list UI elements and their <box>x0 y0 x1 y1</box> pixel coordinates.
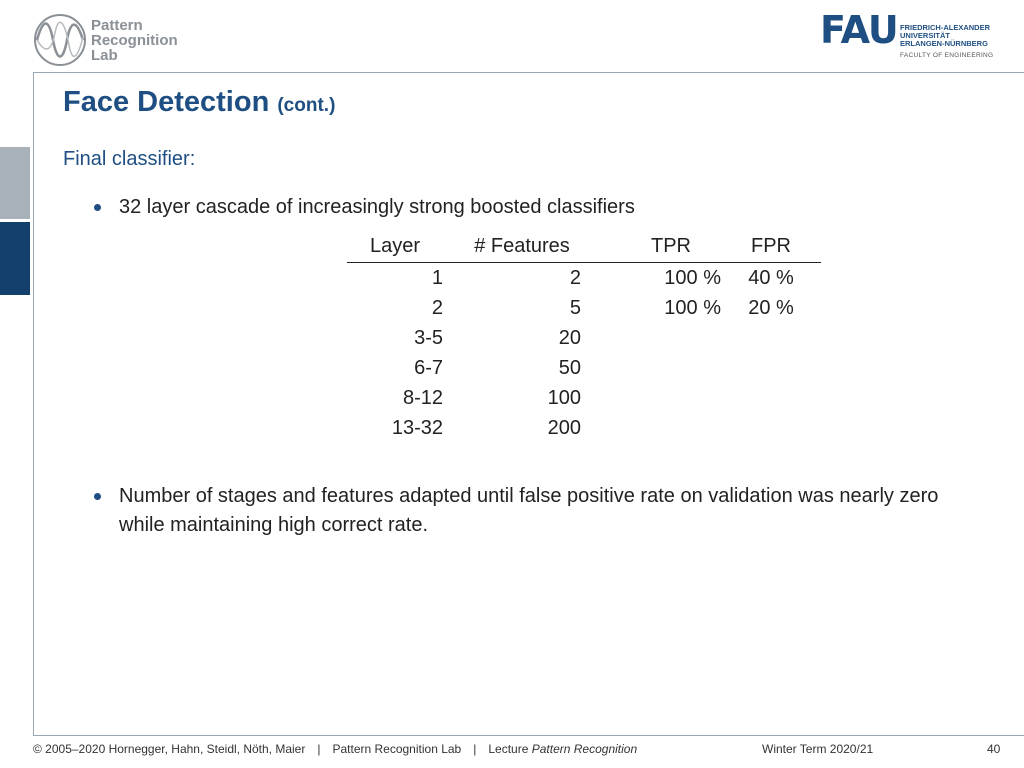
table-header-row <box>347 233 821 263</box>
table-cell: 20 % <box>748 297 794 319</box>
table-cell: 100 % <box>664 267 721 289</box>
table-cell: 5 <box>569 297 581 319</box>
table-cell: 3-5 <box>414 327 443 349</box>
column-header: Layer <box>347 233 463 263</box>
table-cell <box>721 323 821 353</box>
title-suffix: (cont.) <box>277 95 336 116</box>
table-cell: 40 % <box>748 267 794 289</box>
table-cell <box>581 413 721 443</box>
table-row <box>347 353 821 383</box>
bullet-item: Number of stages and features adapted until false positive rate on validation was nearly zero while maintaining high correct rate. <box>94 482 974 540</box>
table-row <box>347 293 821 323</box>
table-row <box>347 323 821 353</box>
side-tab-gray <box>0 147 30 219</box>
lab-logo-icon <box>33 13 87 67</box>
table-cell: 2 <box>431 297 443 319</box>
fau-faculty: FACULTY OF ENGINEERING <box>900 52 994 59</box>
bullet-item: 32 layer cascade of increasingly strong boosted classifiers <box>94 193 854 222</box>
footer-credits: © 2005–2020 Hornegger, Hahn, Steidl, Nöth, Maier | Pattern Recognition Lab | Lecture Pattern Recognition <box>33 742 638 756</box>
table-cell <box>721 353 821 383</box>
footer-lecture-name: Pattern Recognition <box>531 742 638 756</box>
footer-copyright: © 2005–2020 Hornegger, Hahn, Steidl, Nöth, Maier <box>33 742 306 756</box>
table-cell: 100 % <box>664 297 721 319</box>
subheading: Final classifier: <box>63 148 196 170</box>
table-cell <box>581 383 721 413</box>
table-cell: 2 <box>569 267 581 289</box>
table-cell <box>721 413 821 443</box>
table-cell: 6-7 <box>414 357 443 379</box>
table-cell <box>721 383 821 413</box>
footer-lecture-prefix: Lecture <box>488 742 529 756</box>
table-cell: 1 <box>431 267 443 289</box>
fau-logo <box>820 8 1010 62</box>
column-header: FPR <box>721 233 821 263</box>
page-number: 40 <box>987 742 1001 756</box>
table-cell: 8-12 <box>402 387 443 409</box>
column-header: # Features <box>463 233 581 263</box>
column-header: TPR <box>581 233 721 263</box>
pattern-recognition-lab-logo <box>33 12 178 68</box>
table-row <box>347 413 821 443</box>
table-cell: 100 <box>547 387 581 409</box>
table-row <box>347 263 821 294</box>
table-row <box>347 383 821 413</box>
fau-university-name: FRIEDRICH-ALEXANDER UNIVERSITÄT ERLANGEN-NÜRNBERG <box>900 23 990 48</box>
bullet-dot-icon <box>94 493 101 500</box>
table-cell <box>581 353 721 383</box>
slide-title: Face Detection (cont.) <box>63 86 336 118</box>
bullet-dot-icon <box>94 204 101 211</box>
footer-term: Winter Term 2020/21 <box>762 742 874 756</box>
cascade-table <box>347 233 821 443</box>
lab-logo-text: Pattern Recognition Lab <box>91 16 178 64</box>
footer-lab: Pattern Recognition Lab <box>332 742 462 756</box>
table-cell <box>581 323 721 353</box>
table-cell: 200 <box>547 417 581 439</box>
table-cell: 50 <box>558 357 581 379</box>
fau-wordmark: FAU <box>820 8 898 52</box>
table-cell: 20 <box>558 327 581 349</box>
table-cell: 13-32 <box>391 417 443 439</box>
side-tab-blue <box>0 222 30 295</box>
